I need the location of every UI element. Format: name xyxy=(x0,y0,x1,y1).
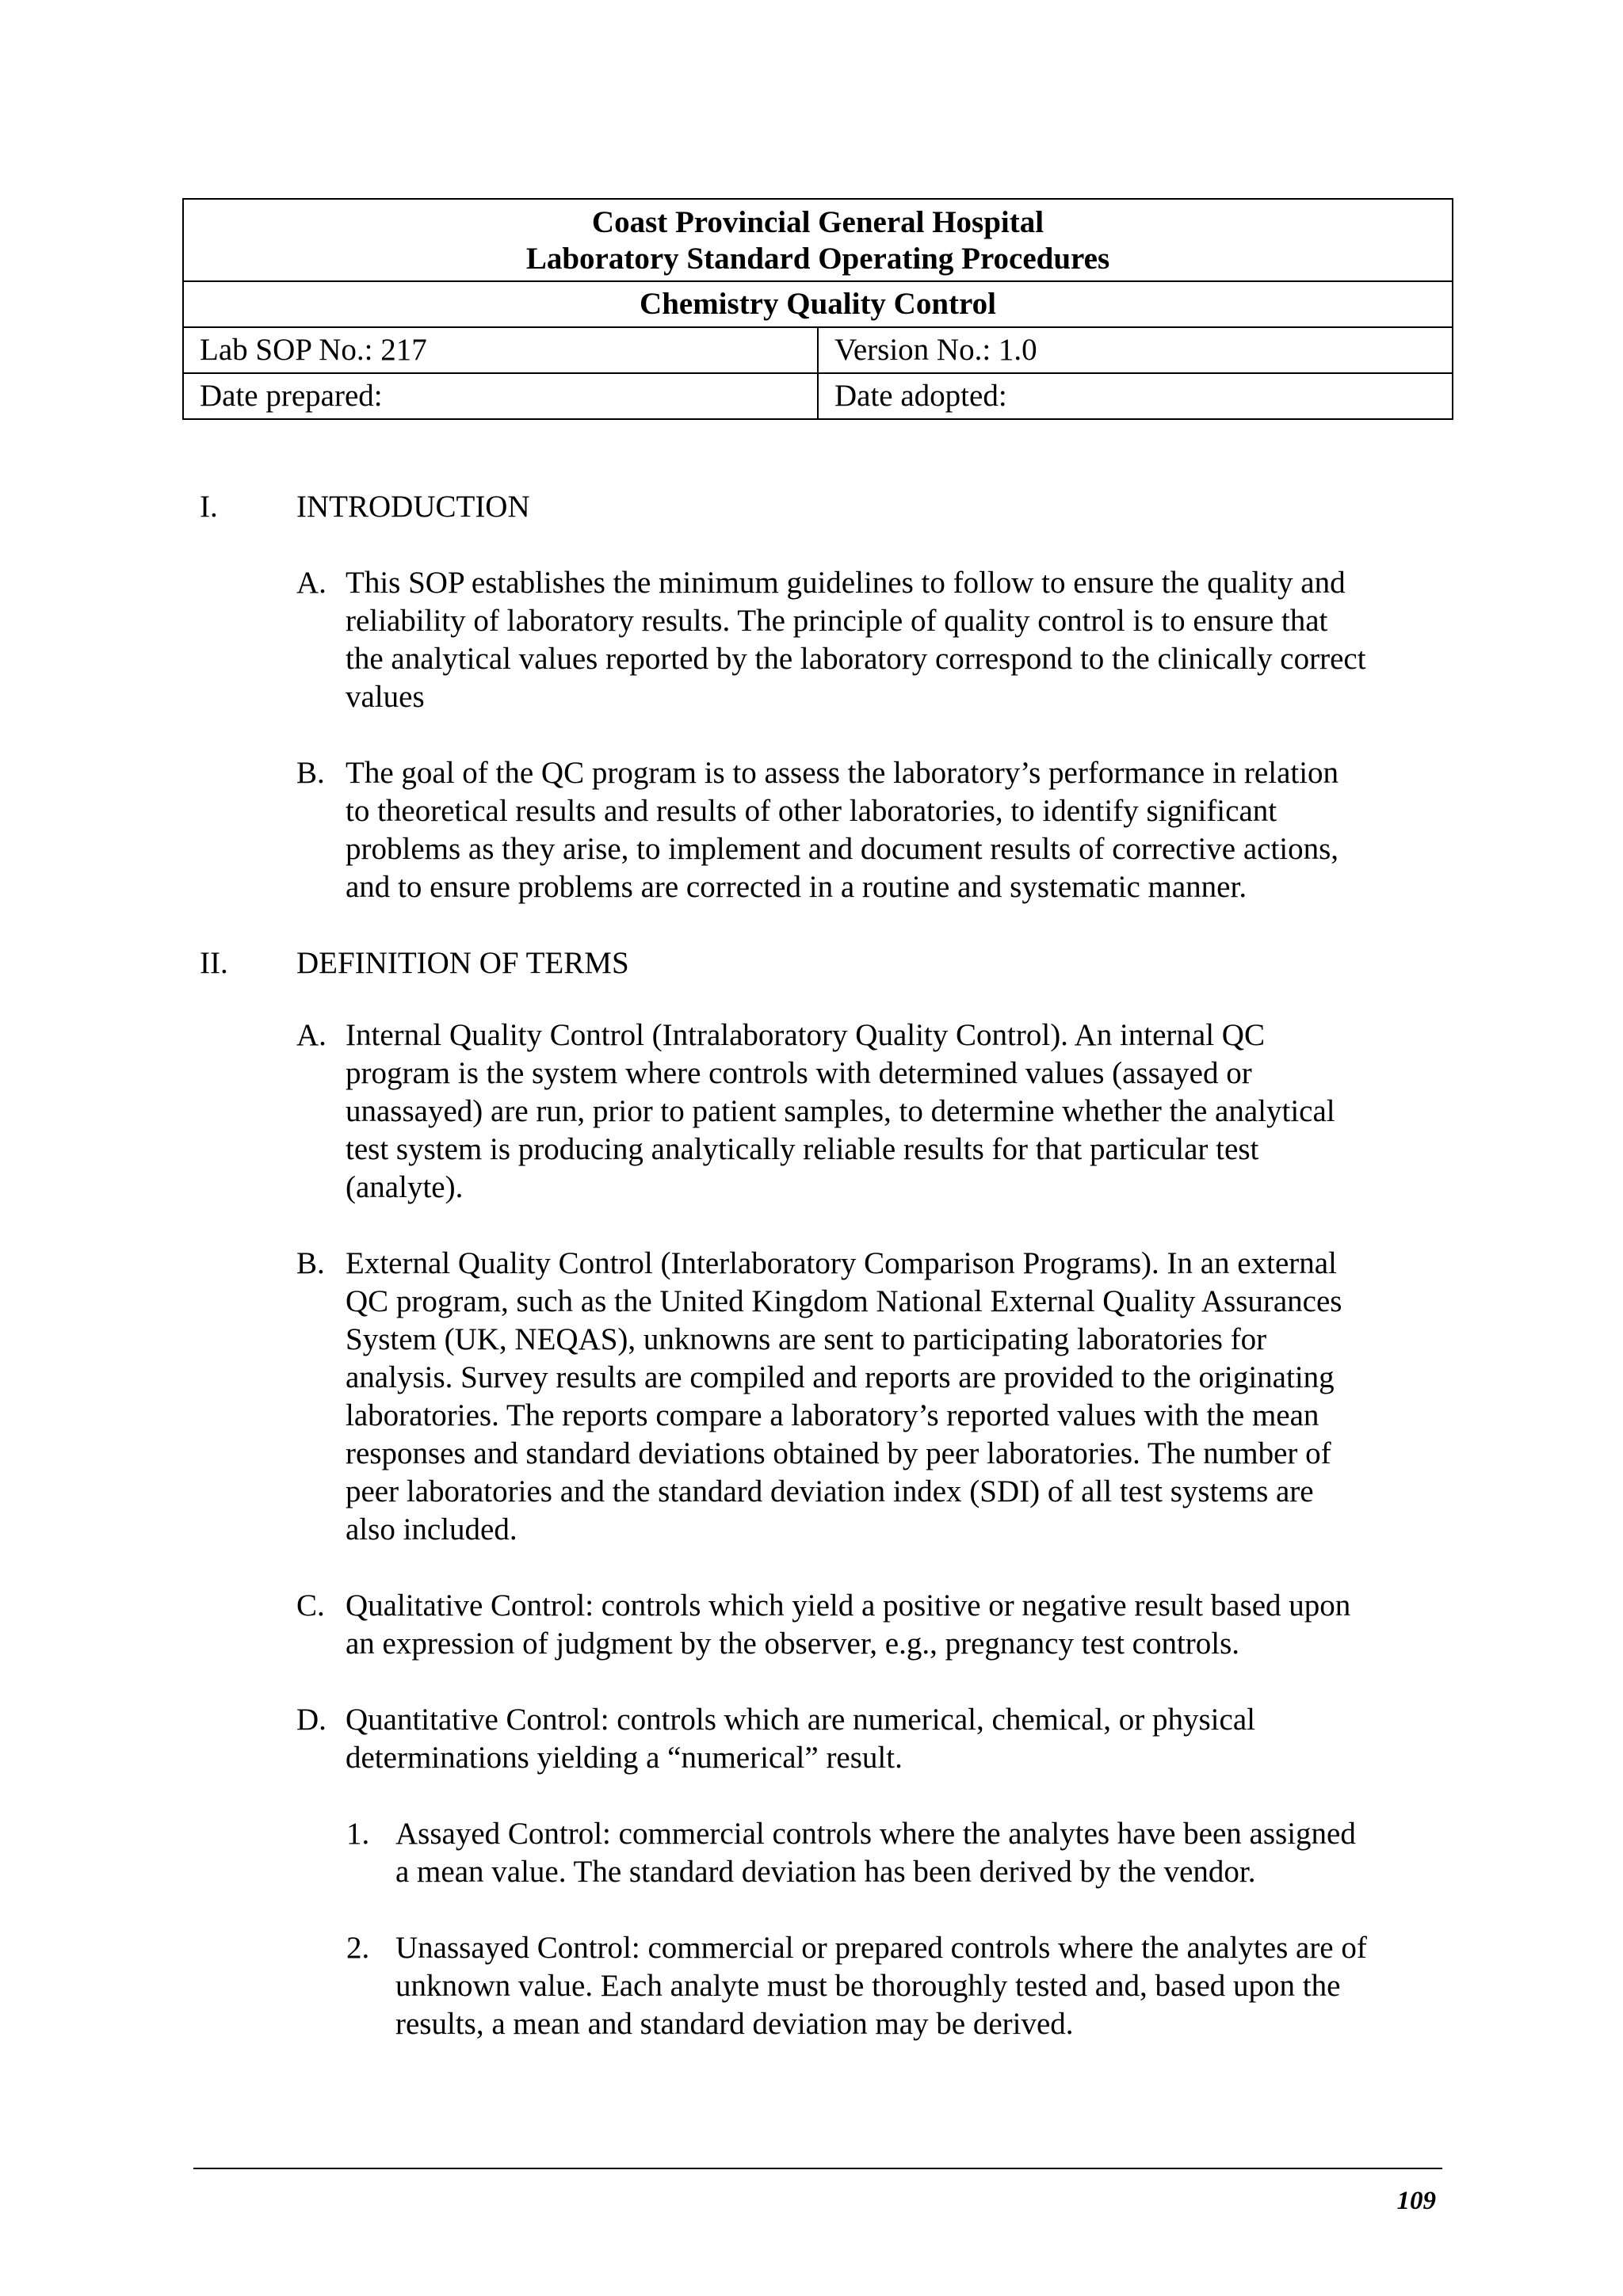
list-marker: 2. xyxy=(346,1931,370,1965)
footer-divider xyxy=(193,2168,1442,2169)
date-prepared: Date prepared: xyxy=(183,373,818,419)
list-item xyxy=(296,1587,1453,1663)
section-heading xyxy=(200,488,992,526)
list-marker: B. xyxy=(296,1246,325,1280)
section-heading xyxy=(200,944,992,982)
list-marker: A. xyxy=(296,1018,327,1052)
header-title-cell xyxy=(183,199,1453,281)
section-number: II. xyxy=(200,946,228,980)
page-number: 109 xyxy=(1396,2187,1436,2215)
sub-list-item xyxy=(346,1815,1480,1891)
list-item xyxy=(296,754,1453,906)
subject-title: Chemistry Quality Control xyxy=(183,281,1453,327)
section-title: INTRODUCTION xyxy=(296,490,530,524)
hospital-name: Coast Provincial General Hospital xyxy=(591,205,1044,239)
sop-number: Lab SOP No.: 217 xyxy=(183,327,818,373)
list-marker: C. xyxy=(296,1589,325,1623)
sub-list-item xyxy=(346,1929,1480,2043)
date-adopted: Date adopted: xyxy=(818,373,1453,419)
version-number: Version No.: 1.0 xyxy=(818,327,1453,373)
list-item-text: Internal Quality Control (Intralaboratory Quality Control). An internal QC program is the system where controls with determined values (assayed or unassayed) are run, prior to patient samples, to determine whether the analytical test system is producing analytically reliable results for that particular test (analyte). xyxy=(346,1018,1335,1204)
list-item xyxy=(296,1016,1453,1207)
list-item-text: Assayed Control: commercial controls where the analytes have been assigned a mean value. The standard deviation has been derived by the vendor. xyxy=(395,1817,1356,1889)
list-item xyxy=(296,564,1453,716)
sop-header-table xyxy=(182,198,1453,420)
section-title: DEFINITION OF TERMS xyxy=(296,946,629,980)
list-item xyxy=(296,1701,1453,1777)
list-item-text: Quantitative Control: controls which are numerical, chemical, or physical determinations yielding a “numerical” result. xyxy=(346,1703,1255,1775)
list-marker: 1. xyxy=(346,1817,370,1851)
manual-name: Laboratory Standard Operating Procedures xyxy=(525,242,1110,276)
list-item xyxy=(296,1245,1453,1549)
list-marker: D. xyxy=(296,1703,327,1737)
list-item-text: This SOP establishes the minimum guidelines to follow to ensure the quality and reliability of laboratory results. The principle of quality control is to ensure that the analytical values reported by the laboratory correspond to the clinically correct values xyxy=(346,566,1366,714)
list-item-text: Unassayed Control: commercial or prepared controls where the analytes are of unknown value. Each analyte must be thoroughly tested and, based upon the results, a mean and standard deviation may be derived. xyxy=(395,1931,1367,2041)
list-marker: B. xyxy=(296,756,325,790)
list-item-text: External Quality Control (Interlaboratory Comparison Programs). In an external QC program, such as the United Kingdom National External Quality Assurances System (UK, NEQAS), unknowns are sent to participating laboratories for analysis. Survey results are compiled and reports are provided to the originating laboratories. The reports compare a laboratory’s reported values with the mean responses and standard deviations obtained by peer laboratories. The number of peer laboratories and the standard deviation index (SDI) of all test systems are also included. xyxy=(346,1246,1342,1547)
list-marker: A. xyxy=(296,566,327,600)
list-item-text: Qualitative Control: controls which yield a positive or negative result based upon an expression of judgment by the observer, e.g., pregnancy test controls. xyxy=(346,1589,1351,1661)
list-item-text: The goal of the QC program is to assess the laboratory’s performance in relation to theoretical results and results of other laboratories, to identify significant problems as they arise, to implement and document results of corrective actions, and to ensure problems are corrected in a routine and systematic manner. xyxy=(346,756,1339,904)
section-number: I. xyxy=(200,490,218,524)
